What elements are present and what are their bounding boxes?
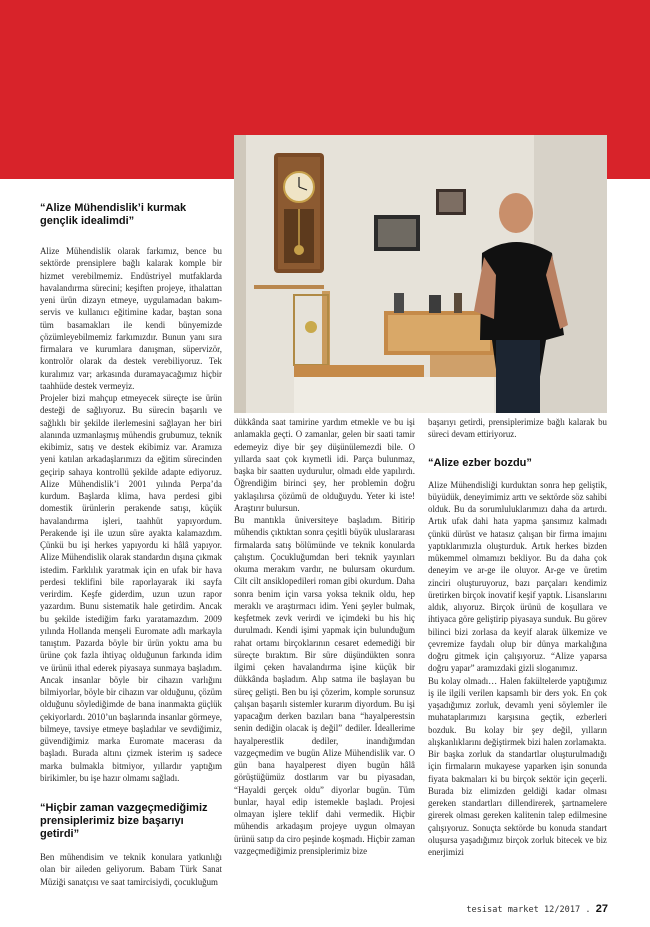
col1-paragraph-2: Projeler bizi mahçup etmeyecek süreçte ise ürün desteği de sağlıyoruz. Bu sürecin başarılı ve sağlıklı bir şekilde ilerlemesini sağlayan her biri alanında uzmanlaşmış mühendis grubumuz, teknik ekibimiz, satış ve destek ekibimiz var. Aramıza yeni katılan arkadaşlarımızı da eğitim sürecinden geçirip sahaya kontrollü şekilde adapte ediyoruz. Alize Mühendislik’i 2001 yılında Perpa’da kurdum. Başlarda klima, hava perdesi gibi domestik ürünlerin perakende satışı, küçük havalandırma işleri, taahhüt yapıyordum. Perakende işi ile uzun süre ayakta kalamazdım. Çünkü bu işi herkes yapıyordu ki hâlâ yapıyor. Alize Mühendislik olarak standardın dışına çıkmak istedim. Farklılık yaratmak için en ufak bir hava perdesi teklifini bile raporlayarak iki sayfa verirdim. Keşfe giderdim, uzun uzun rapor yazardım. Bunu sistematik hale getirdim. Ancak bu şekilde istediğim farkı yaratamazdım. 2009 yılında Hollanda menşeli Euromate adlı markayla tanıştım. Pazarda böyle bir ürün yoktu ama bu ürüne çok fazla ihtiyaç olduğunun farkında idim ve ürünü ithal ederek piyasaya sunmaya başladım. Ancak insanlar böyle bir cihazın varlığını bilmiyorlar, böyle bir cihazın var olduğunu, çözüm olduğunu söylediğimde de bana inanmakta güçlük çekiyorlardı. 2010’un başlarında insanlar görmeye, bilmeye, tavsiye etmeye başladılar ve sevdiğimiz, güvendiğimiz marka Euromate macerası da başladı. Burada altını çizmek isterim ış sadece marka bulmakla bitmiyor, yıllardır yaptığım birikimler, bu işe hazır olmamı sağladı.: [40, 393, 222, 783]
col1-paragraph-1: Alize Mühendislik olarak farkımız, bence bu sektörde prensiplere bağlı kalarak komple bir hizmet verebilmemiz. Endüstriyel mutfaklarda havalandırma sürecini; keşiften projeye, ithalattan yeni ürün dizayn etmeye, uygulamadan bakım-servis ve kullanıcı eğitimine kadar, baştan sona tüm basamakları ile kendi bünyemizde çözümleyebilmemiz farkımızdır. Bunun yanı sıra firmalara ve kurumlara danışman, süpervizör, kontrolör olarak da destek verebiliyoruz. Tek kuralımız var; arkasında duramayacağımız hiçbir taahhüde destek vermeyiz.: [40, 246, 222, 391]
page-footer: [466, 903, 608, 915]
col2-paragraph-1: dükkânda saat tamirine yardım etmekle ve bu işi anlamakla geçti. O zamanlar, gelen bir saati tamir edemeyiz diye bir şey düşünülemezdi bile. O yıllarda saat çok kıymetli idi. Parça bulunmaz, başka bir saatten uydurulur, olmadı elde yapılırdı. Öğrendiğim birinci şey, her problemin doğru yaklaşılırsa çözümü de olduğuydu. Yeter ki iste! Araştırır bulursun.: [234, 417, 415, 513]
col3-paragraph-intro: başarıyı getirdi, prensiplerimize bağlı kalarak bu süreci devam ettiriyoruz.: [428, 417, 607, 440]
page-number: 27: [595, 903, 608, 915]
col3-paragraph-1: Alize Mühendisliği kurduktan sonra hep geliştik, büyüdük, deneyimimiz arttı ve sektörde söz sahibi olduk. Bu da sorumluluklarımızı daha da artırdı. Artık ufak dahi hata yapma şansımız kalmadı çünkü dürüst ve hatasız çalışan bir firma imajını yaptıklarımızla oluşturduk. Artık herkes bizden mükemmel olmamızı bekliyor. Bu da daha çok deneyim ve ar-ge ile oluyor. Ar-ge ve üretim zinciri oluşturuyoruz, bazı parçaları kendimiz üretirken birçok inovatif keşif yaptık. Lisanslarını aldık, alıyoruz. Birçok ürünü de koşullara ve ihtiyaca göre geliştirip piyasaya sunduk. Bu görev bilinci bizi zorlasa da keyif alarak ülkemize ve çevremize faydalı olup bir dünya markalığına doğru gitmek için çalışıyoruz. “Alize yaparsa doğru yapar” aramızdaki gizli sloganımız.: [428, 479, 607, 674]
col3-paragraph-2: Bu kolay olmadı… Halen fakültelerde yaptığımız iş ile ilgili verilen kapsamlı bir ders yok. En çok yaşadığımız zorluk, devamlı yeni söylemler ile muhataplarımızı karşısına geçtik, ezberleri bozduk. Bu kolay bir şey değil, yılların alışkanlıklarını değiştirmek bizi halen zorlamakta.: [428, 675, 607, 747]
footer-magazine: tesisat market 12/2017: [466, 905, 581, 915]
footer-separator: .: [585, 905, 591, 915]
col1-paragraph-3: Ben mühendisim ve teknik konulara yatkınlığı olan bir aileden geliyorum. Babam Türk Sanat Müziği sanatçısı ve saat tamircisiydi, çocukluğum: [40, 852, 222, 887]
column-left: [40, 202, 222, 888]
col2-paragraph-2: Bu mantıkla üniversiteye başladım. Bitirip mühendis çıktıktan sonra çeşitli büyük uluslararası firmalarda satış bölümünde ve teknik konularda çalıştım. Çocukluğumdan beri teknik yayınları okuma merakım vardır, ne bulursam okurdum. Cilt cilt ansiklopedileri roman gibi okurdum. Daha sonra benim için varsa yoksa teknik oldu, hep meraklı ve araştırmacı idim. Yeni şeyler bulmak, keşfetmek zevk verirdi ve içimdeki bu his hiç durulmadı. Kendi işimi yapmak için bulunduğum rahat ortamı birçoklarının cesaret edemediği bir süreçte bıraktım. Bir süre düşündükten sonra ilgimi çeken havalandırma işine küçük bir dükkânda başladım. Alıp satma ile başlayan bu süreç gelişti. Ben bu işi çözerim, komple sorunsuz çalışan başarılı sistemler kurarım diyordum. Bu işi yapacağım derken bazıları bana “hayalperestsin senin dediğin olacak iş değil” dediler. İdeallerime hayalperestlik dediler, inandığımdan vazgeçmedim ve bugün Alize Mühendislik var. O gün bana hayalperest diyen bugün hâlâ görüştüğümüz dostlarım var bu piyasadan, “Hayaldi gerçek oldu” diyorlar bugün. Tüm bunlar, hayal edip istemekle başladı. Projesi olmayan işlere teklif dahi vermedik. Hiçbir mühendis arkadaşım projeye uygun olmayan ürünü satıp da ciro peşinde koşmadı. Hiçbir zaman vazgeçmediğimiz prensiplerimiz bize: [234, 515, 415, 856]
column-middle: [234, 416, 415, 857]
heading-alize-idealim: “Alize Mühendislik’i kurmak gençlik idealimdi”: [40, 202, 187, 227]
heading-prensiplerimiz: “Hiçbir zaman vazgeçmediğimiz prensiplerimiz bize başarıyı getirdi”: [40, 802, 208, 840]
interview-photo: [234, 135, 607, 413]
heading-alize-ezber-bozdu: “Alize ezber bozdu”: [428, 456, 532, 469]
column-right: [428, 416, 607, 858]
col3-paragraph-3: Bir başka zorluk da standartlar oluşturulmadığı için firmaların mukayese yaparken işin sonunda fiyata bakmaları ki bu birçok sektör için geçerli. Burada biz elimizden geldiği kadar olması gereken standartları dillendirerek, şartnamelere girerek olması gereken kalitenin talep edilmesine çalışıyoruz. Sonuçta sektörde bu konuda standart oluşursa yaşadığımız birçok zorluk bitecek ve biz enerjimizi: [428, 749, 607, 857]
